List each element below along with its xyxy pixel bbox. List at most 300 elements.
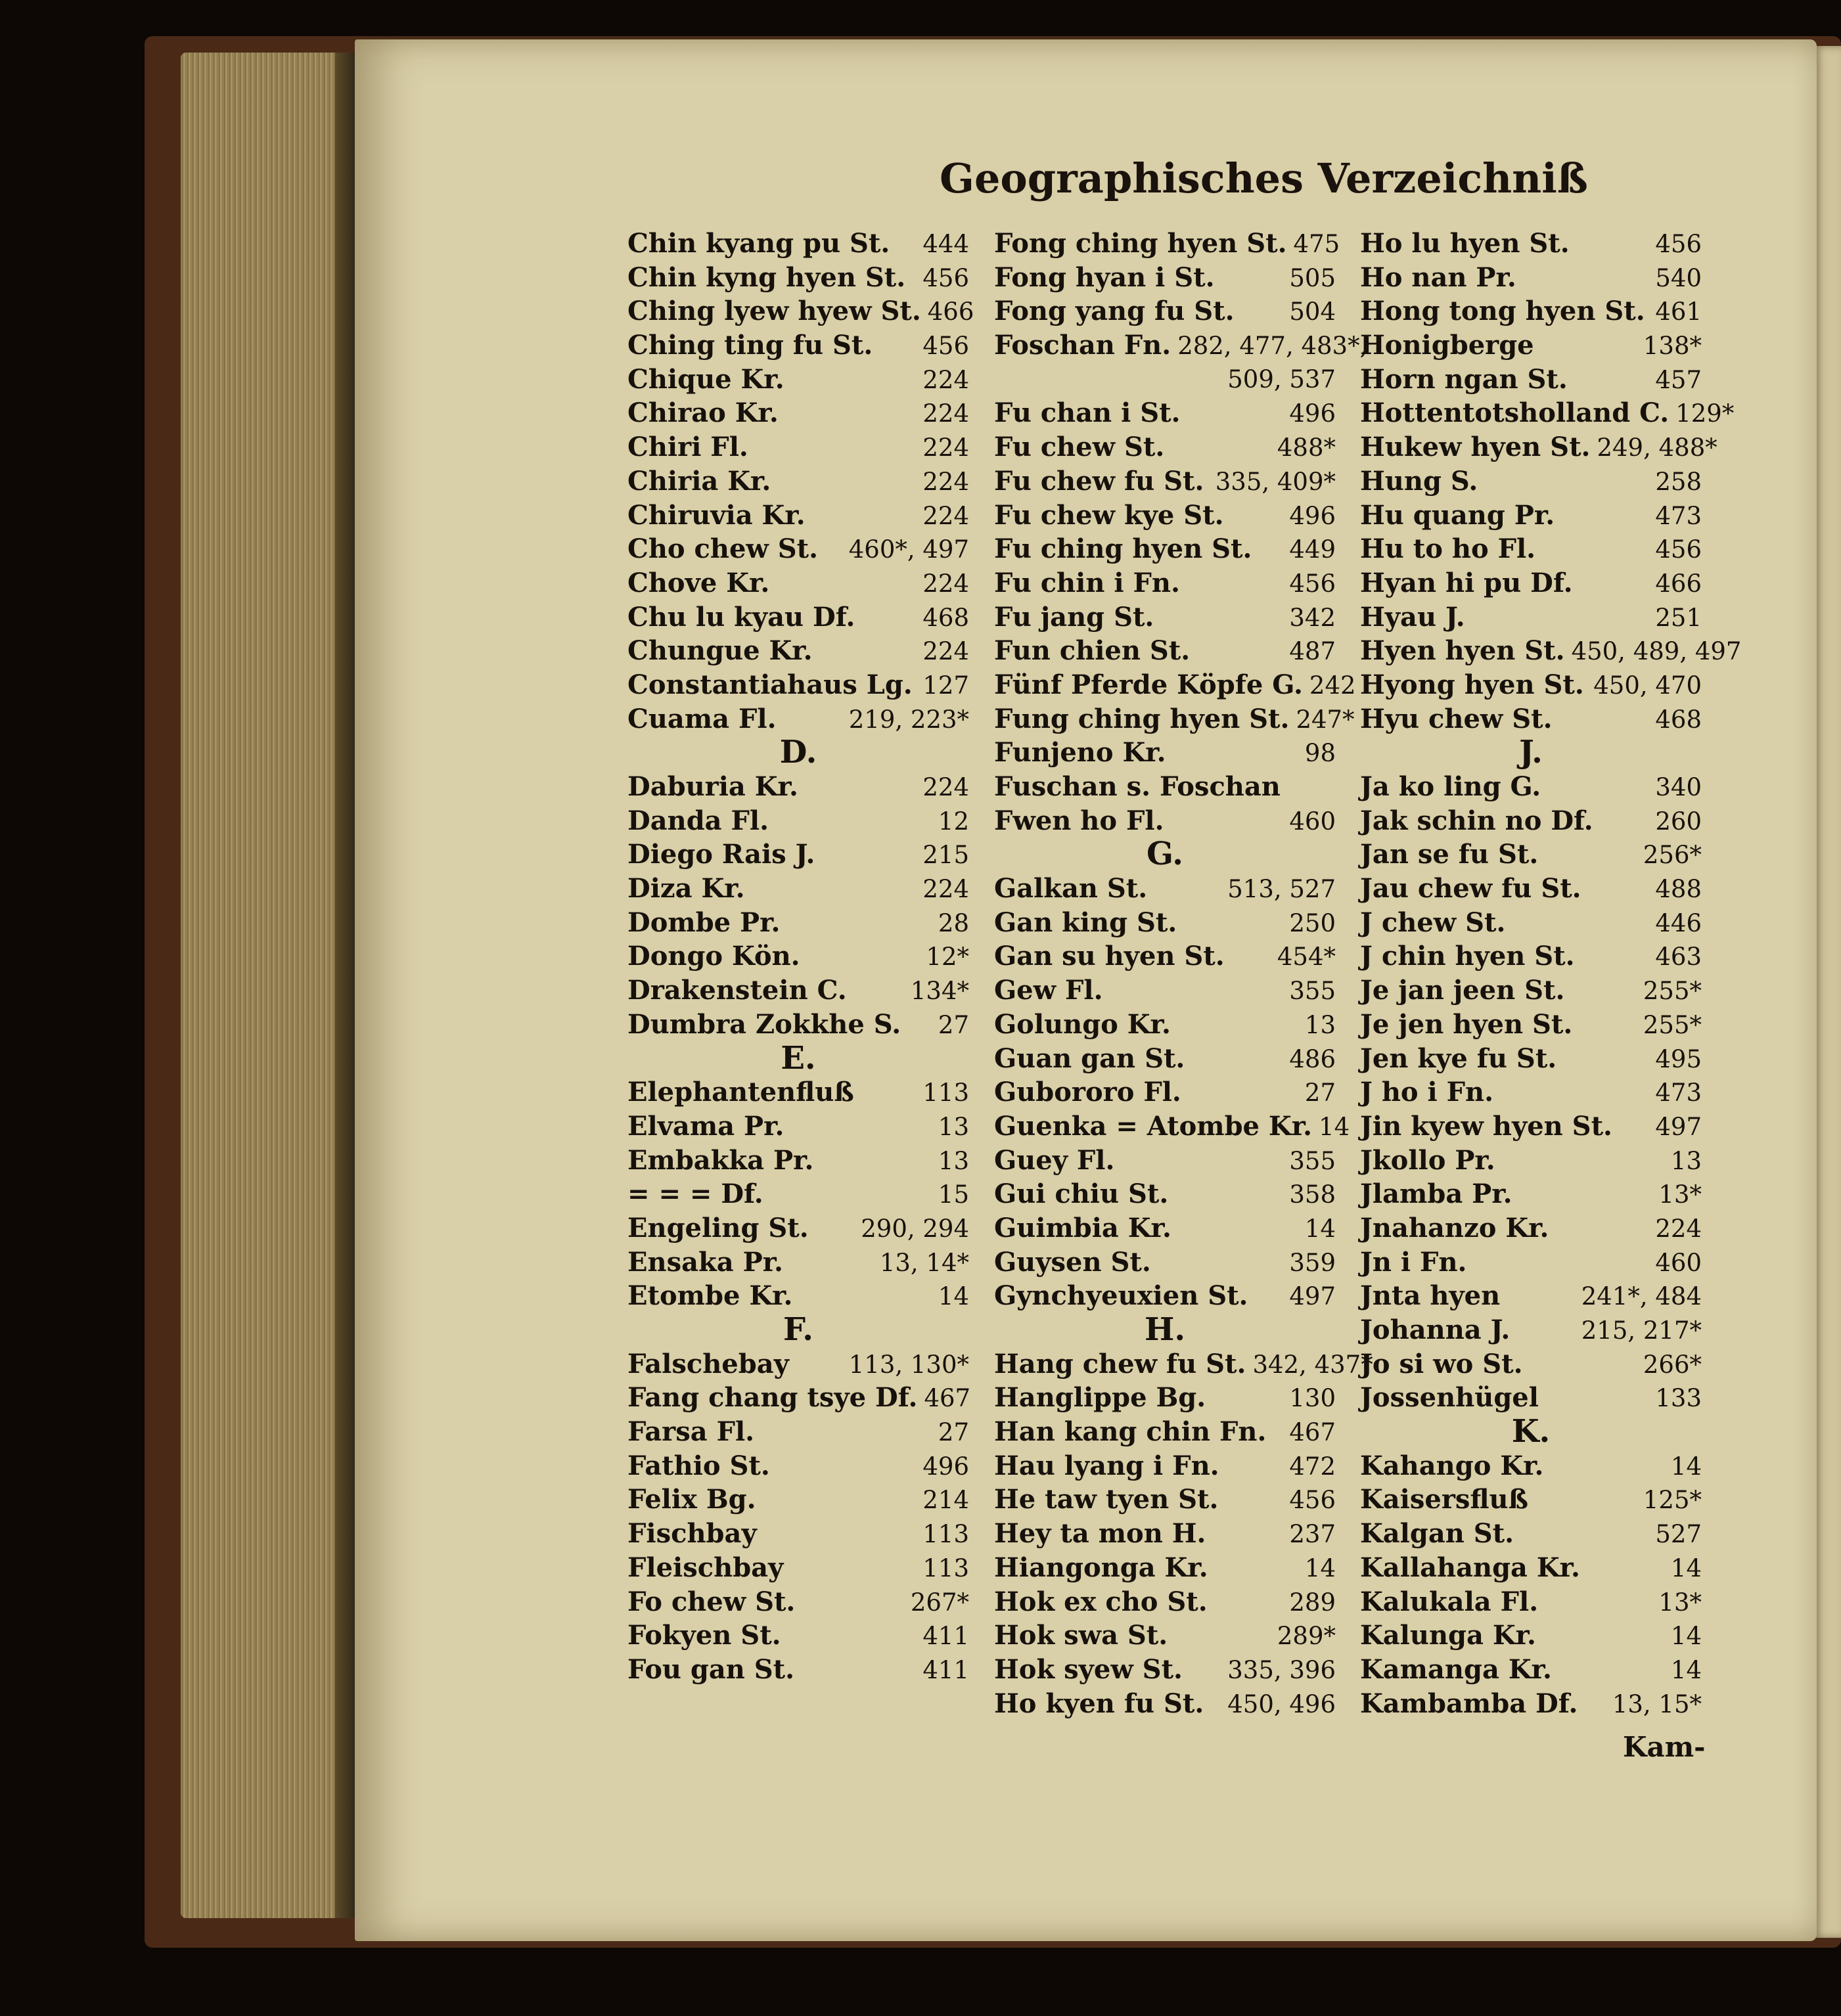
index-entry xyxy=(1360,702,1702,736)
entry-term: Chirao Kr. xyxy=(627,397,779,429)
index-entry xyxy=(627,770,969,804)
entry-pages: 446 xyxy=(1655,908,1702,937)
entry-pages: 411 xyxy=(922,1655,969,1684)
entry-pages: 496 xyxy=(1289,501,1336,530)
entry-term: Je jan jeen St. xyxy=(1360,975,1565,1006)
entry-term: Jen kye fu St. xyxy=(1360,1042,1557,1074)
index-entry xyxy=(994,1585,1336,1619)
entry-term: Dumbra Zokkhe S. xyxy=(627,1008,901,1040)
entry-term: Hyen hyen St. xyxy=(1360,635,1565,667)
entry-pages: 496 xyxy=(1289,399,1336,428)
entry-term: Gan su hyen St. xyxy=(994,941,1225,972)
index-entry xyxy=(994,1551,1336,1585)
index-entry xyxy=(994,227,1340,261)
facing-page-edge xyxy=(1813,46,1841,1938)
index-entry xyxy=(627,1245,969,1280)
entry-term: Hok swa St. xyxy=(994,1620,1168,1651)
entry-pages: 290, 294 xyxy=(861,1214,969,1243)
entry-pages: 467 xyxy=(924,1384,971,1413)
entry-pages: 461 xyxy=(1655,298,1702,326)
entry-term: Jnta hyen xyxy=(1360,1280,1501,1312)
entry-pages: 129* xyxy=(1675,399,1735,428)
entry-term: Hang chew fu St. xyxy=(994,1348,1246,1379)
index-entry xyxy=(994,1075,1336,1109)
index-entry xyxy=(1360,1075,1702,1109)
entry-pages: 27 xyxy=(938,1010,969,1039)
index-entry xyxy=(994,1517,1336,1551)
index-entry xyxy=(627,1483,969,1517)
entry-term: Gan king St. xyxy=(994,907,1177,938)
entry-term: Drakenstein C. xyxy=(627,975,847,1006)
index-entry xyxy=(994,939,1336,974)
section-letter: E. xyxy=(781,1039,816,1077)
index-entry xyxy=(627,396,969,430)
entry-term: Foschan Fn. xyxy=(994,330,1171,361)
index-column-1 xyxy=(627,227,974,1687)
entry-pages: 224 xyxy=(1655,1214,1702,1243)
index-entry xyxy=(627,1075,969,1109)
entry-term: Kalunga Kr. xyxy=(1360,1620,1536,1651)
entry-term: Jin kyew hyen St. xyxy=(1360,1110,1612,1142)
entry-term: He taw tyen St. xyxy=(994,1484,1219,1515)
index-entry xyxy=(627,363,969,397)
entry-pages: 113 xyxy=(922,1554,969,1582)
entry-term: Cuama Fl. xyxy=(627,703,777,734)
index-entry xyxy=(1360,328,1702,363)
index-entry xyxy=(1360,838,1702,872)
entry-pages: 14 xyxy=(1670,1452,1702,1481)
index-entry xyxy=(627,566,969,600)
entry-pages: 289 xyxy=(1289,1588,1336,1617)
index-entry xyxy=(994,1347,1373,1381)
entry-pages: 224 xyxy=(922,501,969,530)
entry-term: Chiria Kr. xyxy=(627,465,771,497)
entry-term: Chin kyng hyen St. xyxy=(627,261,906,293)
index-entry xyxy=(994,1483,1336,1517)
entry-term: Je jen hyen St. xyxy=(1360,1008,1573,1040)
entry-term: Gew Fl. xyxy=(994,975,1103,1006)
entry-pages: 14 xyxy=(1670,1655,1702,1684)
entry-term: Chiri Fl. xyxy=(627,432,748,463)
entry-pages: 335, 396 xyxy=(1227,1655,1336,1684)
entry-pages: 14 xyxy=(1670,1622,1702,1651)
entry-pages: 342, 437* xyxy=(1252,1350,1373,1379)
entry-pages: 241*, 484 xyxy=(1581,1282,1702,1311)
entry-term: Kallahanga Kr. xyxy=(1360,1552,1580,1583)
index-entry xyxy=(627,532,969,566)
entry-term: Hung S. xyxy=(1360,465,1478,497)
entry-pages: 463 xyxy=(1655,943,1702,972)
entry-continuation xyxy=(994,363,1336,397)
entry-pages: 14 xyxy=(1670,1554,1702,1582)
entry-term: Gubororo Fl. xyxy=(994,1077,1181,1108)
entry-term: Kaisersfluß xyxy=(1360,1484,1528,1515)
entry-pages: 457 xyxy=(1655,365,1702,394)
index-entry xyxy=(627,1517,969,1551)
entry-term: Hottentotsholland C. xyxy=(1360,397,1670,429)
entry-pages: 266* xyxy=(1643,1350,1702,1379)
entry-term: Jak schin no Df. xyxy=(1360,805,1593,836)
index-entry xyxy=(627,872,969,906)
entry-pages: 242 xyxy=(1309,671,1356,700)
index-entry xyxy=(1360,1687,1702,1721)
entry-pages: 473 xyxy=(1655,501,1702,530)
entry-pages: 527 xyxy=(1655,1520,1702,1549)
entry-pages: 13* xyxy=(1658,1588,1702,1617)
index-entry xyxy=(627,668,969,702)
index-entry xyxy=(627,1653,969,1687)
entry-pages: 215 xyxy=(922,841,969,870)
entry-pages: 224 xyxy=(922,399,969,428)
entry-term: Chu lu kyau Df. xyxy=(627,601,855,633)
index-entry xyxy=(994,634,1336,668)
entry-term: Jan se fu St. xyxy=(1360,839,1539,870)
index-entry xyxy=(627,838,969,872)
entry-term: Jn i Fn. xyxy=(1360,1246,1467,1278)
index-entry xyxy=(994,1415,1336,1449)
entry-pages: 488* xyxy=(1277,434,1336,462)
entry-pages: 513, 527 xyxy=(1227,875,1336,904)
entry-term: Fou gan St. xyxy=(627,1653,795,1685)
entry-term: Fwen ho Fl. xyxy=(994,805,1164,836)
entry-pages: 138* xyxy=(1643,332,1702,361)
page-block-edges xyxy=(181,53,358,1918)
entry-pages: 355 xyxy=(1289,977,1336,1006)
section-letter: J. xyxy=(1519,734,1543,771)
index-entry xyxy=(1360,1483,1702,1517)
entry-term: Fong yang fu St. xyxy=(994,296,1235,327)
page-title: Geographisches Verzeichniß xyxy=(940,154,1588,202)
entry-pages: 450, 496 xyxy=(1227,1690,1336,1718)
entry-term: J chin hyen St. xyxy=(1360,941,1575,972)
entry-pages: 450, 489, 497 xyxy=(1571,637,1742,666)
entry-term: Ching lyew hyew St. xyxy=(627,296,921,327)
index-entry xyxy=(994,499,1336,533)
entry-pages: 454* xyxy=(1277,943,1336,972)
index-entry xyxy=(1360,1585,1702,1619)
index-entry xyxy=(1360,872,1702,906)
entry-term: Fokyen St. xyxy=(627,1620,781,1651)
entry-pages: 496 xyxy=(922,1452,969,1481)
index-entry xyxy=(1360,1008,1702,1042)
index-entry xyxy=(1360,1381,1702,1415)
entry-pages: 289* xyxy=(1277,1622,1336,1651)
entry-term: Kambamba Df. xyxy=(1360,1688,1578,1719)
entry-term: Hyong hyen St. xyxy=(1360,669,1584,700)
entry-term: Fuschan s. Foschan xyxy=(994,771,1281,802)
index-entry xyxy=(1360,1551,1702,1585)
entry-term: Guan gan St. xyxy=(994,1042,1185,1074)
index-entry xyxy=(1360,430,1717,464)
entry-term: Falschebay xyxy=(627,1348,789,1379)
index-entry xyxy=(1360,1109,1702,1144)
entry-pages: 466 xyxy=(927,298,974,326)
index-entry xyxy=(627,600,969,635)
entry-term: Fun chien St. xyxy=(994,635,1191,667)
index-entry xyxy=(627,1109,969,1144)
entry-term: Jlamba Pr. xyxy=(1360,1178,1512,1210)
entry-pages: 335, 409* xyxy=(1215,467,1336,496)
index-entry xyxy=(627,906,969,940)
entry-pages: 249, 488* xyxy=(1597,434,1717,462)
index-entry xyxy=(994,396,1336,430)
index-entry xyxy=(1360,532,1702,566)
entry-term: Diza Kr. xyxy=(627,873,745,905)
index-entry xyxy=(627,974,969,1008)
entry-term: Fu chin i Fn. xyxy=(994,567,1180,598)
index-entry xyxy=(1360,566,1702,600)
entry-pages: 15 xyxy=(938,1180,969,1209)
entry-pages: 456 xyxy=(1655,230,1702,258)
index-entry xyxy=(994,600,1336,635)
entry-pages: 497 xyxy=(1655,1112,1702,1141)
entry-term: J chew St. xyxy=(1360,907,1506,938)
entry-pages: 13 xyxy=(938,1112,969,1141)
section-letter: K. xyxy=(1511,1413,1551,1450)
index-entry xyxy=(994,430,1336,464)
entry-pages: 130 xyxy=(1289,1384,1336,1413)
index-entry xyxy=(627,1279,969,1313)
index-entry xyxy=(1360,1042,1702,1076)
entry-term: Guimbia Kr. xyxy=(994,1212,1171,1243)
entry-term: Kalgan St. xyxy=(1360,1518,1514,1550)
entry-term: Horn ngan St. xyxy=(1360,363,1568,395)
entry-pages: 486 xyxy=(1289,1044,1336,1073)
index-entry xyxy=(994,668,1356,702)
index-entry xyxy=(627,939,969,974)
index-entry xyxy=(994,1381,1336,1415)
entry-pages: 468 xyxy=(922,603,969,632)
index-entry xyxy=(1360,1279,1702,1313)
entry-pages: 219, 223* xyxy=(848,705,969,734)
index-entry xyxy=(627,804,969,838)
entry-pages: 27 xyxy=(1304,1079,1336,1108)
index-entry xyxy=(994,1619,1336,1653)
index-entry xyxy=(627,634,969,668)
entry-pages: 340 xyxy=(1655,773,1702,801)
entry-term: Fang chang tsye Df. xyxy=(627,1382,918,1414)
entry-term: Guey Fl. xyxy=(994,1144,1115,1176)
index-column-3 xyxy=(1360,227,1742,1720)
index-entry xyxy=(994,1177,1336,1211)
index-entry xyxy=(627,261,969,295)
entry-pages: 449 xyxy=(1289,535,1336,564)
index-entry xyxy=(994,261,1336,295)
index-entry xyxy=(1360,974,1702,1008)
entry-term: Chin kyang pu St. xyxy=(627,228,890,259)
index-entry xyxy=(1360,600,1702,635)
entry-term: Etombe Kr. xyxy=(627,1280,793,1312)
entry-term: Hyau J. xyxy=(1360,601,1465,633)
entry-pages: 113 xyxy=(922,1520,969,1549)
index-entry xyxy=(1360,1449,1702,1483)
index-entry xyxy=(1360,1653,1702,1687)
entry-pages: 267* xyxy=(910,1588,969,1617)
entry-term: Fong hyan i St. xyxy=(994,261,1215,293)
entry-pages: 251 xyxy=(1655,603,1702,632)
entry-term: Honigberge xyxy=(1360,330,1534,361)
entry-pages: 456 xyxy=(1655,535,1702,564)
entry-pages: 224 xyxy=(922,365,969,394)
index-entry xyxy=(994,532,1336,566)
entry-pages: 247* xyxy=(1296,705,1355,734)
index-entry xyxy=(627,328,969,363)
entry-pages: 487 xyxy=(1289,637,1336,666)
catchword: Kam- xyxy=(1623,1731,1706,1763)
index-entry xyxy=(994,872,1336,906)
index-entry xyxy=(1360,634,1742,668)
entry-pages: 14 xyxy=(1319,1112,1350,1141)
entry-pages: 475 xyxy=(1293,230,1340,258)
index-entry xyxy=(627,1144,969,1178)
entry-term: Fu chan i St. xyxy=(994,397,1181,429)
entry-pages: 472 xyxy=(1289,1452,1336,1481)
index-entry xyxy=(1360,1245,1702,1280)
entry-term: Fünf Pferde Köpfe G. xyxy=(994,669,1303,700)
entry-pages: 456 xyxy=(922,332,969,361)
index-entry xyxy=(994,906,1336,940)
index-entry xyxy=(1360,1144,1702,1178)
index-entry xyxy=(994,974,1336,1008)
index-entry xyxy=(994,804,1336,838)
entry-term: Fu chew fu St. xyxy=(994,465,1204,497)
index-entry xyxy=(1360,668,1702,702)
index-entry xyxy=(627,430,969,464)
entry-pages: 460*, 497 xyxy=(848,535,969,564)
entry-term: Cho chew St. xyxy=(627,533,819,565)
entry-pages: 14 xyxy=(938,1282,969,1311)
entry-pages: 282, 477, 483*, xyxy=(1177,332,1368,361)
entry-term: Fischbay xyxy=(627,1518,757,1550)
section-letter: H. xyxy=(1144,1311,1186,1348)
entry-pages: 411 xyxy=(922,1622,969,1651)
entry-pages: 355 xyxy=(1289,1146,1336,1175)
entry-pages: 98 xyxy=(1304,739,1336,768)
index-entry xyxy=(627,1381,969,1415)
entry-pages: 342 xyxy=(1289,603,1336,632)
index-entry xyxy=(994,328,1368,363)
index-entry xyxy=(627,1551,969,1585)
index-entry xyxy=(1360,1619,1702,1653)
index-entry xyxy=(1360,261,1702,295)
index-entry xyxy=(627,1415,969,1449)
entry-term: Hong tong hyen St. xyxy=(1360,296,1645,327)
index-entry xyxy=(1360,1177,1702,1211)
entry-pages: 255* xyxy=(1643,1010,1702,1039)
entry-pages: 127 xyxy=(922,671,969,700)
entry-term: Kalukala Fl. xyxy=(1360,1586,1539,1617)
entry-pages: 224 xyxy=(922,434,969,462)
index-entry xyxy=(1360,804,1702,838)
entry-term: Fu chew St. xyxy=(994,432,1165,463)
entry-pages: 224 xyxy=(922,637,969,666)
entry-term: Ja ko ling G. xyxy=(1360,771,1541,802)
index-entry xyxy=(1360,1347,1702,1381)
entry-term: Hey ta mon H. xyxy=(994,1518,1206,1550)
index-entry xyxy=(627,294,974,328)
entry-term: Jnahanzo Kr. xyxy=(1360,1212,1549,1243)
entry-term: J ho i Fn. xyxy=(1360,1077,1494,1108)
index-entry xyxy=(994,1449,1336,1483)
entry-term: Hiangonga Kr. xyxy=(994,1552,1208,1583)
entry-term: Jo si wo St. xyxy=(1360,1348,1523,1379)
entry-term: Jau chew fu St. xyxy=(1360,873,1581,905)
index-entry xyxy=(994,1245,1336,1280)
entry-pages: 134* xyxy=(910,977,969,1006)
index-column-2 xyxy=(994,227,1373,1720)
entry-pages: 13* xyxy=(1658,1180,1702,1209)
index-entry xyxy=(1360,770,1702,804)
index-entry xyxy=(627,499,969,533)
index-entry xyxy=(994,770,1336,804)
entry-pages: 466 xyxy=(1655,569,1702,598)
section-letter: F. xyxy=(783,1311,813,1348)
entry-term: Chique Kr. xyxy=(627,363,784,395)
entry-pages: 13, 15* xyxy=(1612,1690,1702,1718)
entry-term: Diego Rais J. xyxy=(627,839,815,870)
entry-term: Guenka = Atombe Kr. xyxy=(994,1110,1313,1142)
index-entry xyxy=(627,1347,969,1381)
index-entry xyxy=(994,1211,1336,1245)
entry-pages: 460 xyxy=(1289,807,1336,836)
entry-pages: 456 xyxy=(1289,1486,1336,1515)
entry-pages: 224 xyxy=(922,773,969,801)
section-letter: G. xyxy=(1147,836,1183,873)
entry-term: Johanna J. xyxy=(1360,1314,1511,1345)
entry-term: Fu chew kye St. xyxy=(994,499,1224,531)
entry-pages: 224 xyxy=(922,875,969,904)
entry-pages: 540 xyxy=(1655,263,1702,292)
entry-term: Ho lu hyen St. xyxy=(1360,228,1570,259)
entry-pages: 467 xyxy=(1289,1418,1336,1447)
entry-pages: 255* xyxy=(1643,977,1702,1006)
index-entry xyxy=(994,566,1336,600)
entry-pages: 14 xyxy=(1304,1214,1336,1243)
index-entry xyxy=(1360,1313,1702,1347)
entry-term: Ensaka Pr. xyxy=(627,1246,783,1278)
index-entry xyxy=(994,464,1336,499)
entry-pages: 260 xyxy=(1655,807,1702,836)
entry-term: Ching ting fu St. xyxy=(627,330,873,361)
index-entry xyxy=(994,294,1336,328)
entry-term: Gynchyeuxien St. xyxy=(994,1280,1248,1312)
entry-term: Galkan St. xyxy=(994,873,1148,905)
index-entry xyxy=(994,1653,1336,1687)
entry-pages: 444 xyxy=(922,230,969,258)
entry-term: Hok syew St. xyxy=(994,1653,1183,1685)
entry-term: Kahango Kr. xyxy=(1360,1450,1544,1481)
entry-term: Hu to ho Fl. xyxy=(1360,533,1536,565)
entry-pages: 359 xyxy=(1289,1248,1336,1277)
index-entry xyxy=(627,1619,969,1653)
index-entry xyxy=(627,1008,969,1042)
index-entry xyxy=(1360,363,1702,397)
index-entry xyxy=(1360,294,1702,328)
entry-term: Hanglippe Bg. xyxy=(994,1382,1206,1414)
entry-term: Hukew hyen St. xyxy=(1360,432,1591,463)
entry-term: Chove Kr. xyxy=(627,567,770,598)
entry-term: Jossenhügel xyxy=(1360,1382,1539,1414)
entry-pages: 237 xyxy=(1289,1520,1336,1549)
index-entry xyxy=(1360,396,1735,430)
entry-term: Fo chew St. xyxy=(627,1586,796,1617)
entry-pages: 504 xyxy=(1289,298,1336,326)
entry-term: Ho kyen fu St. xyxy=(994,1688,1204,1719)
section-letter: D. xyxy=(779,734,817,771)
entry-term: Han kang chin Fn. xyxy=(994,1416,1267,1448)
entry-term: Fathio St. xyxy=(627,1450,770,1481)
entry-term: Dongo Kön. xyxy=(627,941,800,972)
